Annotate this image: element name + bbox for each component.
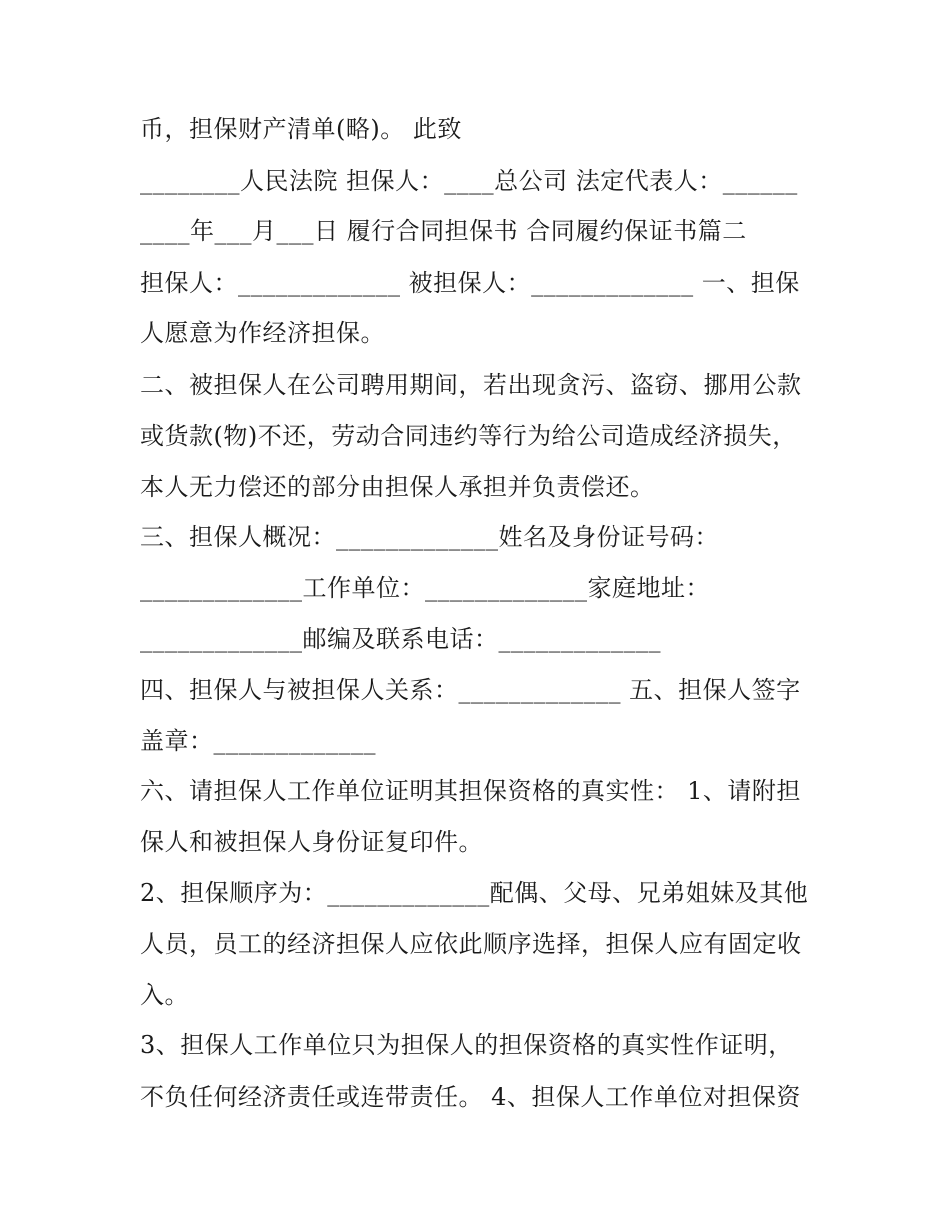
text-line: _____________邮编及联系电话：_____________ xyxy=(140,625,661,653)
text-line: 二、被担保人在公司聘用期间，若出现贪污、盗窃、挪用公款 xyxy=(140,371,802,399)
text-line: _____________工作单位：_____________家庭地址： xyxy=(140,574,710,602)
text-line: ____年___月___日 履行合同担保书 合同履约保证书篇二 xyxy=(140,217,747,245)
text-line: 四、担保人与被担保人关系：_____________ 五、担保人签字 xyxy=(140,676,801,704)
text-line: 盖章：_____________ xyxy=(140,727,376,755)
text-line: 三、担保人概况：_____________姓名及身份证号码： xyxy=(140,523,719,551)
text-line: 不负任何经济责任或连带责任。 4、担保人工作单位对担保资 xyxy=(140,1083,801,1111)
text-line: 2、担保顺序为：_____________配偶、父母、兄弟姐妹及其他 xyxy=(140,879,809,907)
text-line: 3、担保人工作单位只为担保人的担保资格的真实性作证明， xyxy=(140,1031,793,1059)
text-line: 人员，员工的经济担保人应依此顺序选择，担保人应有固定收 xyxy=(140,930,802,958)
text-line: 六、请担保人工作单位证明其担保资格的真实性： 1、请附担 xyxy=(140,777,801,805)
text-line: 入。 xyxy=(140,981,189,1009)
text-line: 人愿意为作经济担保。 xyxy=(140,319,385,347)
text-line: 币，担保财产清单(略)。 此致 xyxy=(140,115,462,143)
text-line: 或货款(物)不还，劳动合同违约等行为给公司造成经济损失， xyxy=(140,422,797,450)
text-line: 担保人：_____________ 被担保人：_____________ 一、担保 xyxy=(140,269,800,297)
text-line: 本人无力偿还的部分由担保人承担并负责偿还。 xyxy=(140,473,655,501)
text-line: 保人和被担保人身份证复印件。 xyxy=(140,828,483,856)
text-line: ________人民法院 担保人：____总公司 法定代表人：______ xyxy=(140,167,798,195)
